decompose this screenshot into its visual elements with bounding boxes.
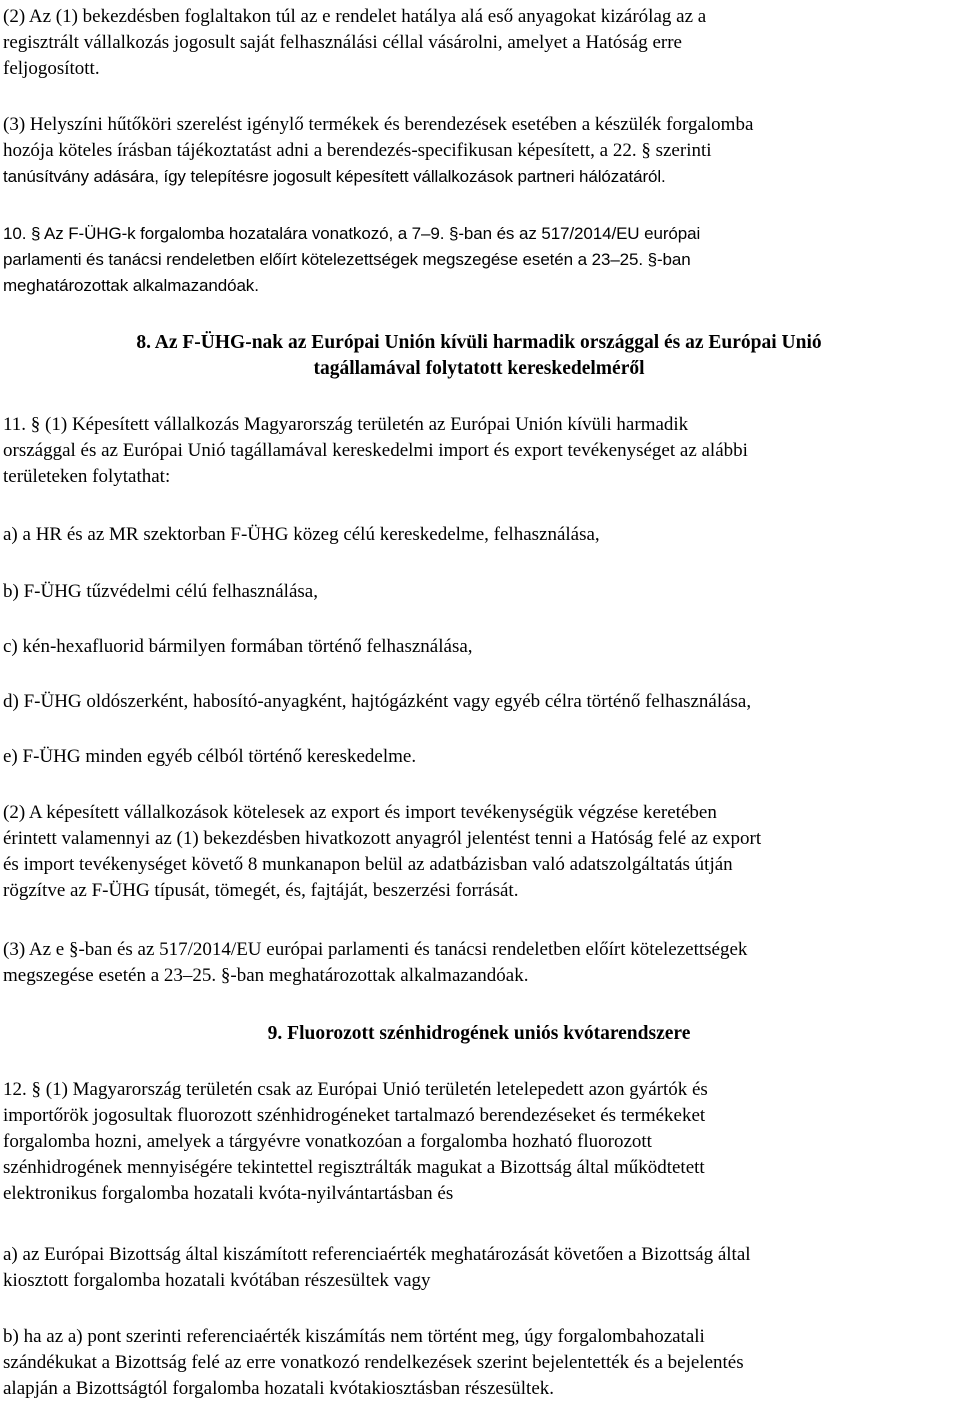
heading-line: 8. Az F-ÜHG-nak az Európai Unión kívüli harmadik országgal és az Európai Unió	[136, 332, 822, 353]
heading-chapter-8	[3, 330, 955, 382]
text-line: 10. § Az F-ÜHG-k forgalomba hozatalára vonatkozó, a 7–9. §-ban és az 517/2014/EU európai	[3, 224, 701, 243]
text-line: tanúsítvány adására, így telepítésre jogosult képesített vállalkozások partneri hálózatáról.	[3, 167, 666, 186]
section-12-item-a	[3, 1242, 955, 1294]
text-line: (3) Az e §-ban és az 517/2014/EU európai parlamenti és tanácsi rendeletben előírt kötelezettségek	[3, 939, 748, 960]
section-10	[3, 221, 955, 299]
section-11-paragraph-2	[3, 800, 955, 904]
text-line: területeken folytathat:	[3, 466, 171, 487]
text-line: 11. § (1) Képesített vállalkozás Magyarország területén az Európai Unión kívüli harmadik	[3, 414, 689, 435]
section-12	[3, 1077, 955, 1207]
heading-line: tagállamával folytatott kereskedelméről	[313, 358, 645, 379]
text-line: importőrök jogosultak fluorozott szénhidrogéneket tartalmazó berendezéseket és termékeket	[3, 1105, 706, 1126]
text-line: a) az Európai Bizottság által kiszámított referenciaérték meghatározását követően a Bizottság által	[3, 1244, 751, 1265]
text-line: országgal és az Európai Unió tagállamával kereskedelmi import és export tevékenységet az alábbi	[3, 440, 748, 461]
text-line: hozója köteles írásban tájékoztatást adni a berendezés-specifikusan képesített, a 22. § szerinti	[3, 140, 712, 161]
text-line: elektronikus forgalomba hozatali kvóta-nyilvántartásban és	[3, 1183, 454, 1204]
paragraph-2	[3, 4, 955, 82]
list-item-d: d) F-ÜHG oldószerként, habosító-anyagként, hajtógázként vagy egyéb célra történő felhasználása,	[3, 691, 752, 712]
text-line: regisztrált vállalkozás jogosult saját felhasználási céllal vásárolni, amelyet a Hatóság erre	[3, 32, 682, 53]
paragraph-3	[3, 112, 955, 190]
text-line: (3) Helyszíni hűtőköri szerelést igénylő termékek és berendezések esetében a készülék forgalomba	[3, 114, 754, 135]
text-line: (2) A képesített vállalkozások kötelesek az export és import tevékenységük végzése keretében	[3, 802, 717, 823]
text-line: feljogosított.	[3, 58, 100, 79]
section-11	[3, 412, 955, 490]
text-line: szénhidrogének mennyiségére tekintettel regisztrálták magukat a Bizottság által működtetett	[3, 1157, 705, 1178]
text-line: forgalomba hozni, amelyek a tárgyévre vonatkozóan a forgalomba hozható fluorozott	[3, 1131, 652, 1152]
text-line: (2) Az (1) bekezdésben foglaltakon túl az e rendelet hatálya alá eső anyagokat kizárólag az a	[3, 6, 707, 27]
list-item-b: b) F-ÜHG tűzvédelmi célú felhasználása,	[3, 581, 318, 602]
text-line: 12. § (1) Magyarország területén csak az Európai Unió területén letelepedett azon gyártók és	[3, 1079, 708, 1100]
text-line: b) ha az a) pont szerinti referenciaérték kiszámítás nem történt meg, úgy forgalombahozatali	[3, 1326, 705, 1347]
section-11-paragraph-3	[3, 937, 955, 989]
text-line: parlamenti és tanácsi rendeletben előírt kötelezettségek megszegése esetén a 23–25. §-ban	[3, 250, 691, 269]
text-line: meghatározottak alkalmazandóak.	[3, 276, 259, 295]
section-12-item-b	[3, 1324, 955, 1402]
heading-chapter-9: 9. Fluorozott szénhidrogének uniós kvótarendszere	[267, 1023, 691, 1044]
text-line: szándékukat a Bizottság felé az erre vonatkozó rendelkezések szerint bejelentették és a bejelentés	[3, 1352, 744, 1373]
list-item-c: c) kén-hexafluorid bármilyen formában történő felhasználása,	[3, 636, 473, 657]
text-line: érintett valamennyi az (1) bekezdésben hivatkozott anyagról jelentést tenni a Hatóság felé az export	[3, 828, 762, 849]
text-line: kiosztott forgalomba hozatali kvótában részesültek vagy	[3, 1270, 431, 1291]
list-item-a: a) a HR és az MR szektorban F-ÜHG közeg célú kereskedelme, felhasználása,	[3, 524, 600, 545]
text-line: és import tevékenységet követő 8 munkanapon belül az adatbázisban való adatszolgáltatás útján	[3, 854, 733, 875]
text-line: rögzítve az F-ÜHG típusát, tömegét, és, fajtáját, beszerzési forrását.	[3, 880, 519, 901]
text-line: alapján a Bizottságtól forgalomba hozatali kvótakiosztásban részesültek.	[3, 1378, 554, 1399]
list-item-e: e) F-ÜHG minden egyéb célból történő kereskedelme.	[3, 746, 417, 767]
text-line: megszegése esetén a 23–25. §-ban meghatározottak alkalmazandóak.	[3, 965, 529, 986]
